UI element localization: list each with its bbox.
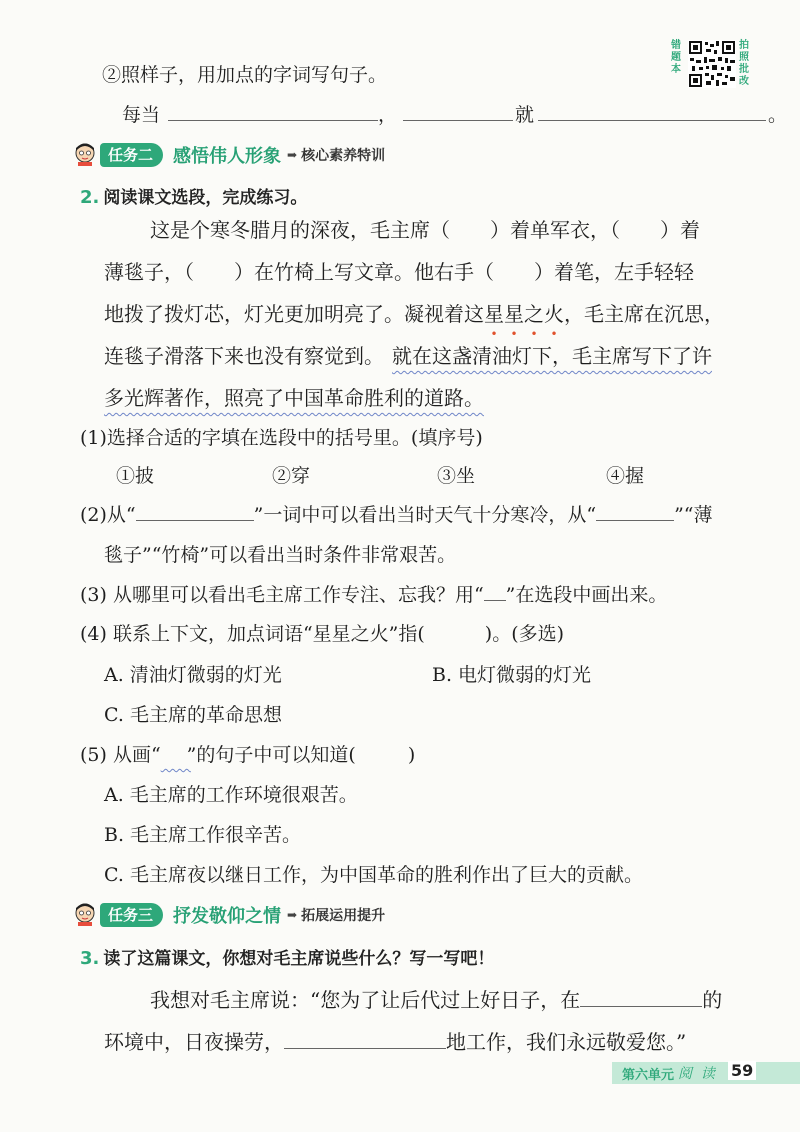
wavy-underlined-sentence: 多光辉著作，照亮了中国革命胜利的道路。 [104, 386, 484, 410]
task-3-header [74, 903, 385, 927]
passage-text: ）着 [660, 218, 700, 242]
passage-text: ）着单军衣，（ [490, 218, 620, 242]
qr-code-icon[interactable] [688, 40, 736, 88]
question-text: 地工作，我们永远敬爱您。” [446, 1030, 687, 1054]
answer-blank[interactable] [136, 500, 254, 521]
task-2-subtitle: 核心素养特训 [301, 148, 386, 164]
subquestion-2-cont: 毯子”“竹椅”可以看出当时条件非常艰苦。 [104, 544, 457, 566]
task-3-title: 抒发敬仰之情 [173, 906, 282, 927]
q3-line-1 [150, 984, 722, 1013]
exercise-2-instruction: ②照样子，用加点的字词写句子。 [102, 64, 388, 86]
question-text: ”在选段中画出来。 [505, 584, 668, 606]
dotted-char: 火 [544, 302, 564, 326]
question-text: ”“薄 [674, 504, 713, 526]
answer-blank[interactable] [284, 1028, 446, 1049]
question-title: 读了这篇课文，你想对毛主席说些什么？写一写吧！ [103, 949, 495, 969]
passage-text: 连毯子滑落下来也没有察觉到。 [104, 344, 384, 368]
wavy-underlined-sentence: 就在这盏清油灯下，毛主席写下了许 [392, 344, 712, 368]
underline-sample [484, 580, 506, 601]
subquestion-5 [80, 740, 415, 767]
question-text: (2)从“ [80, 504, 136, 526]
choice-c[interactable]: C. 毛主席的革命思想 [104, 704, 282, 726]
subquestion-2 [80, 500, 713, 527]
arrow-icon: ➡ [287, 148, 298, 162]
passage-text: 地拨了拨灯芯，灯光更加明亮了。凝视着这 [104, 302, 484, 326]
option-wo[interactable]: ④握 [606, 465, 645, 487]
task-2-header [74, 143, 385, 167]
question-text: (3) 从哪里可以看出毛主席工作专注、忘我？用“ [80, 584, 484, 606]
question-text: ”一词中可以看出当时天气十分寒冷，从“ [253, 504, 597, 526]
period: 。 [768, 104, 788, 126]
passage-text: 这是个寒冬腊月的深夜，毛主席（ [150, 218, 450, 242]
qr-label-right: 拍照批改 [739, 40, 749, 87]
task-3-subtitle: 拓展运用提升 [301, 908, 386, 924]
subquestion-3 [80, 580, 667, 607]
question-3-header [80, 944, 494, 969]
option-pi[interactable]: ①披 [116, 465, 155, 487]
answer-blank[interactable] [596, 500, 674, 521]
option-chuan[interactable]: ②穿 [272, 465, 311, 487]
dotted-char: 星 [484, 302, 504, 326]
choice-a[interactable]: A. 清油灯微弱的灯光 [104, 664, 282, 686]
exercise-2-sentence [122, 100, 787, 127]
passage-line-2 [104, 256, 694, 285]
page-number: 59 [728, 1061, 756, 1080]
answer-blank[interactable] [538, 100, 766, 121]
passage-line-4 [104, 340, 712, 369]
arrow-icon: ➡ [287, 908, 298, 922]
footer-section: 阅 读 [678, 1066, 715, 1082]
choice-a[interactable]: A. 毛主席的工作环境很艰苦。 [104, 784, 358, 806]
comma: ， [378, 104, 398, 126]
option-zuo[interactable]: ③坐 [437, 465, 476, 487]
mascot-icon [74, 903, 96, 927]
question-title: 阅读课文选段，完成练习。 [103, 188, 308, 208]
task-2-badge: 任务二 [100, 143, 163, 167]
passage-text: ，毛主席在沉思， [564, 302, 724, 326]
choice-b[interactable]: B. 毛主席工作很辛苦。 [104, 824, 302, 846]
passage-line-3 [104, 298, 724, 327]
question-text: 环境中，日夜操劳， [104, 1030, 284, 1054]
answer-blank[interactable] [580, 986, 702, 1007]
footer-unit: 第六单元 [622, 1068, 675, 1083]
passage-text: ）在竹椅上写文章。他右手（ [234, 260, 494, 284]
question-text: ) [407, 744, 416, 766]
choice-b[interactable]: B. 电灯微弱的灯光 [432, 664, 592, 686]
word-jiu: 就 [515, 104, 535, 126]
question-text: 的 [702, 988, 723, 1012]
subquestion-1: (1)选择合适的字填在选段中的括号里。(填序号) [80, 427, 483, 449]
q3-line-2 [104, 1026, 686, 1055]
passage-text: ）着笔，左手轻轻 [534, 260, 694, 284]
dotted-char: 星 [504, 302, 524, 326]
question-number: 3. [80, 948, 100, 969]
question-number: 2. [80, 187, 100, 208]
passage-text: 薄毯子，（ [104, 260, 194, 284]
question-text: )。(多选) [484, 623, 565, 645]
question-text: ”的句子中可以知道( [186, 744, 356, 766]
choice-c[interactable]: C. 毛主席夜以继日工作，为中国革命的胜利作出了巨大的贡献。 [104, 864, 643, 886]
subquestion-4 [80, 619, 564, 646]
answer-blank[interactable] [168, 100, 378, 121]
question-text: (4) 联系上下文，加点词语“星星之火”指( [80, 623, 425, 645]
task-2-title: 感悟伟人形象 [173, 146, 282, 167]
passage-line-1 [150, 214, 700, 243]
dotted-char: 之 [524, 302, 544, 326]
word-meidang: 每当 [122, 104, 161, 126]
answer-blank[interactable] [403, 100, 513, 121]
qr-label-left: 错题本 [671, 40, 681, 75]
passage-line-5 [104, 382, 484, 411]
task-3-badge: 任务三 [100, 903, 163, 927]
mascot-icon [74, 143, 96, 167]
wavy-underline-sample: ​ [160, 744, 191, 766]
question-text: 我想对毛主席说：“您为了让后代过上好日子，在 [150, 988, 581, 1012]
question-2-header [80, 183, 307, 208]
question-text: (5) 从画“ [80, 744, 161, 766]
